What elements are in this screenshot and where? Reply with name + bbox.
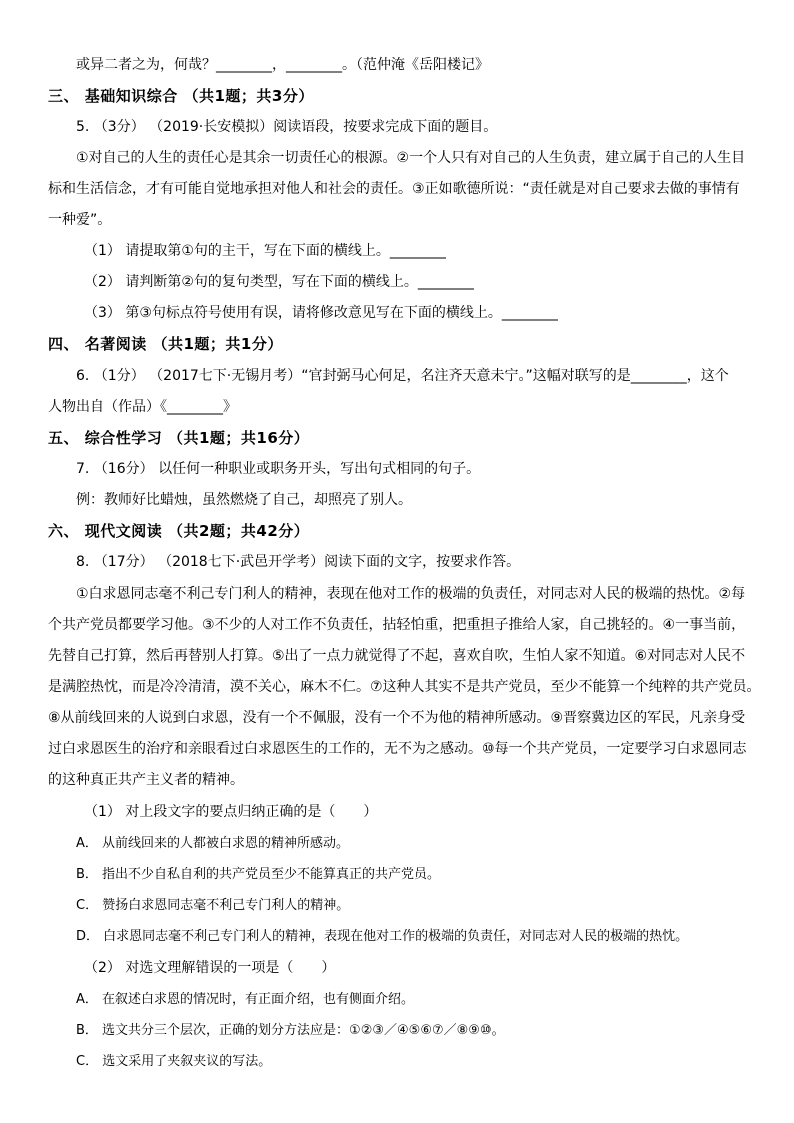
option-c: C． 选文采用了夹叙夹议的写法。 [76,1054,272,1069]
section-heading: 三、 基础知识综合 （共1题；共3分） [48,87,314,105]
question-stem: 6. （1分） （2017七下·无锡月考）“官封弼马心何足，名注齐天意未宁。”这幅对联写的是________，这个 [76,368,729,384]
sub-question: （2） 对选文理解错误的一项是（ ） [84,960,336,976]
question-stem: 8. （17分） （2018七下·武邑开学考）阅读下面的文字，按要求作答。 [76,554,521,570]
question-stem: 7. （16分） 以任何一种职业或职务开头，写出句式相同的句子。 [76,461,481,477]
passage-line: ①对自己的人生的责任心是其余一切责任心的根源。②一个人只有对自己的人生负责，建立属于自己的人生目 [76,150,746,166]
example-line: 例：教师好比蜡烛，虽然燃烧了自己，却照亮了别人。 [76,492,412,508]
sub-question: （1） 请提取第①句的主干，写在下面的横线上。________ [84,243,446,259]
passage-line: 先替自己打算，然后再替别人打算。⑤出了一点力就觉得了不起，喜欢自吹，生怕人家不知道。⑥对同志对人民不 [48,648,746,664]
section-heading: 四、 名著阅读 （共1题；共1分） [48,335,283,353]
sub-question: （3） 第③句标点符号使用有误，请将修改意见写在下面的横线上。________ [84,305,558,321]
passage-line: 过白求恩医生的治疗和亲眼看过白求恩医生的工作的，无不为之感动。⑩每一个共产党员，一定要学习白求恩同志 [48,741,747,757]
section-heading: 六、 现代文阅读 （共2题；共42分） [48,522,310,540]
option-d: D． 白求恩同志毫不利己专门利人的精神，表现在他对工作的极端的负责任，对同志对人民的极端的热忱。 [76,929,689,944]
passage-line: 一种爱”。 [48,212,112,228]
section-heading: 五、 综合性学习 （共1题；共16分） [48,429,310,447]
passage-line: ⑧从前线回来的人说到白求恩，没有一个不佩服，没有一个不为他的精神所感动。⑨晋察冀边区的军民，凡亲身受 [48,710,746,726]
question-stem: 人物出自（作品）《________》 [48,399,237,415]
sub-question: （2） 请判断第②句的复句类型，写在下面的横线上。________ [84,274,474,290]
option-a: A． 从前线回来的人都被白求恩的精神所感动。 [76,836,350,851]
text-line: 或异二者之为，何哉？________，________。（范仲淹《岳阳楼记》 [76,57,489,73]
sub-question: （1） 对上段文字的要点归纳正确的是（ ） [84,804,378,820]
passage-line: 的这种真正共产主义者的精神。 [48,772,244,788]
option-c: C． 赞扬白求恩同志毫不利己专门利人的精神。 [76,898,350,913]
option-b: B． 指出不少自私自利的共产党员至少不能算真正的共产党员。 [76,867,441,882]
option-a: A． 在叙述白求恩的情况时，有正面介绍，也有侧面介绍。 [76,992,415,1007]
option-b: B． 选文共分三个层次，正确的划分方法应是：①②③／④⑤⑥⑦／⑧⑨⑩。 [76,1023,505,1038]
passage-line: 是满腔热忱，而是冷冷清清，漠不关心，麻木不仁。⑦这种人其实不是共产党员，至少不能算一个纯粹的共产党员。 [48,679,761,695]
passage-line: 个共产党员都要学习他。③不少的人对工作不负责任，拈轻怕重，把重担子推给人家，自己挑轻的。④一事当前， [48,617,746,633]
passage-line: 标和生活信念，才有可能自觉地承担对他人和社会的责任。③正如歌德所说：“责任就是对自己要求去做的事情有 [48,181,740,197]
question-stem: 5. （3分） （2019·长安模拟）阅读语段，按要求完成下面的题目。 [76,119,498,135]
passage-line: ①白求恩同志毫不利己专门利人的精神，表现在他对工作的极端的负责任，对同志对人民的极端的热忱。②每 [76,586,746,602]
